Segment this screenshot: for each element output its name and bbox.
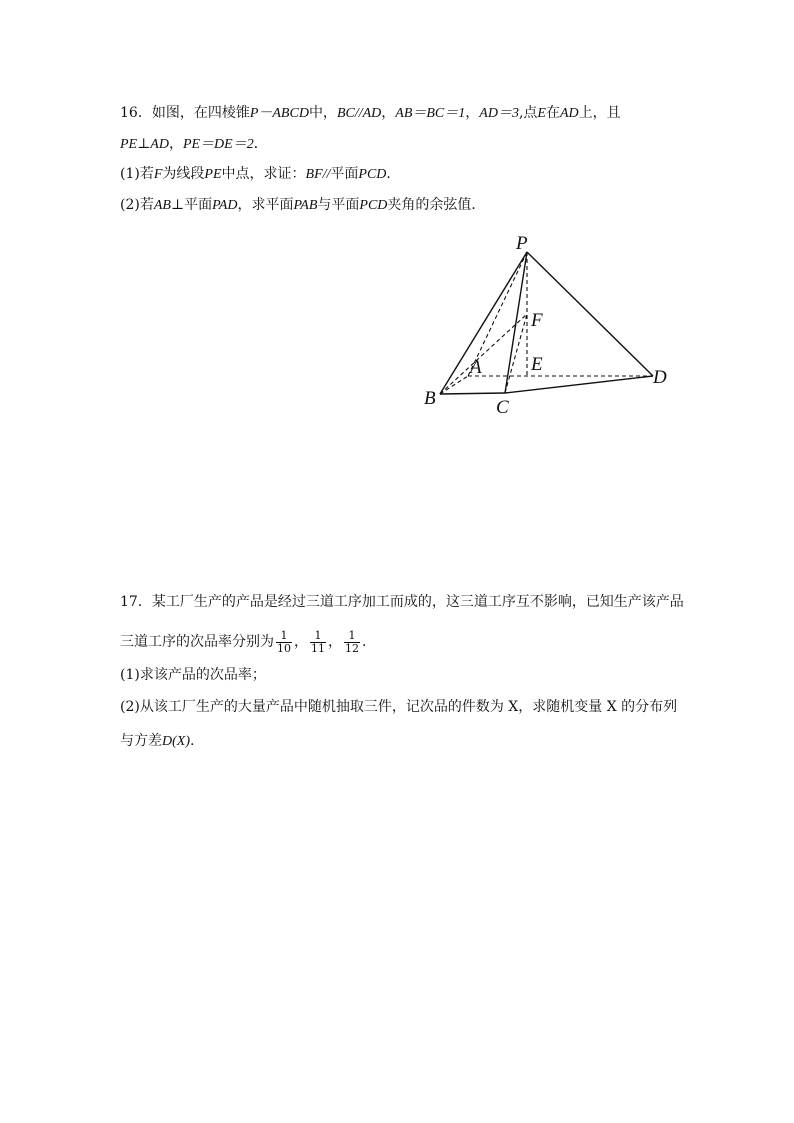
edge-PD <box>527 252 653 376</box>
numerator: 1 <box>348 628 356 642</box>
math: PE＝DE＝2 <box>182 137 254 152</box>
edge-CD <box>505 376 653 393</box>
text: 夹角的余弦值． <box>387 197 486 213</box>
text: 三道工序的次品率分别为 <box>120 634 274 650</box>
math: PAB <box>293 198 318 213</box>
label-B: B <box>424 388 436 409</box>
math: F <box>153 167 163 182</box>
text: 16．如图，在四棱锥 <box>120 105 250 121</box>
text: . <box>362 634 367 650</box>
math: AD＝3 <box>479 106 519 121</box>
q16-line-2 <box>120 134 268 155</box>
edge-PB <box>440 252 527 394</box>
math: BF// <box>305 167 331 182</box>
label-D: D <box>653 367 667 388</box>
text: ． <box>386 166 401 182</box>
text: ， <box>381 105 396 121</box>
text: (2)从该工厂生产的大量产品中随机抽取三件，记次品的件数为 X，求随机变量 X 的分布列 <box>120 699 678 715</box>
math: PAD <box>212 198 238 213</box>
math: PE <box>204 167 222 182</box>
math: AD <box>559 106 579 121</box>
edge-BC <box>440 393 505 394</box>
text: ， <box>465 105 480 121</box>
numerator: 1 <box>280 628 288 642</box>
math: PCD <box>358 167 387 182</box>
text: ， <box>328 634 342 650</box>
text: ， <box>168 136 183 152</box>
text: ，求平面 <box>237 197 294 213</box>
text: 为线段 <box>162 166 205 182</box>
label-E: E <box>531 354 543 375</box>
math: PE⊥AD <box>120 137 169 152</box>
text: ⊥平面 <box>170 197 213 213</box>
text: 中点，求证： <box>221 166 306 182</box>
text: 与方差 <box>120 733 162 749</box>
edge-AB <box>440 376 468 394</box>
math: P－ABCD <box>249 106 309 121</box>
text: 上，且 <box>578 105 621 121</box>
q17-line-2 <box>120 626 366 658</box>
q17-part-1 <box>120 665 266 685</box>
text: (1)若 <box>120 166 154 182</box>
numerator: 1 <box>314 628 322 642</box>
fraction <box>344 630 360 655</box>
text: (2)若 <box>120 197 154 213</box>
math: AB <box>153 198 171 213</box>
text: ． <box>253 136 268 152</box>
q17-part-2 <box>120 697 677 717</box>
math: E <box>537 106 546 121</box>
denominator: 10 <box>277 641 291 655</box>
text: 在 <box>545 105 560 121</box>
segment-BF <box>440 314 527 394</box>
text: 平面 <box>330 166 359 182</box>
text: 17．某工厂生产的产品是经过三道工序加工而成的，这三道工序互不影响，已知生产该产品 <box>120 594 684 610</box>
q16-line-1 <box>120 103 621 124</box>
label-A: A <box>470 357 482 378</box>
text: ， <box>294 634 308 650</box>
denominator: 12 <box>345 641 359 655</box>
q17-line-1 <box>120 592 684 612</box>
text: ,点 <box>518 105 538 121</box>
text: 与平面 <box>317 197 360 213</box>
label-F: F <box>531 310 543 331</box>
fraction <box>310 630 326 655</box>
text: 中， <box>308 105 337 121</box>
fraction <box>276 630 292 655</box>
q16-part-2 <box>120 195 485 216</box>
math: PCD <box>359 198 388 213</box>
math: D(X) <box>162 734 190 749</box>
pyramid-figure <box>410 225 700 425</box>
q17-line-5 <box>120 731 194 752</box>
text: (1)求该产品的次品率； <box>120 667 266 683</box>
text: . <box>190 733 195 749</box>
math: AB＝BC＝1 <box>395 106 466 121</box>
denominator: 11 <box>311 641 325 655</box>
label-P: P <box>516 233 528 254</box>
q16-part-1 <box>120 164 400 185</box>
math: BC//AD <box>336 106 382 121</box>
label-C: C <box>496 397 509 418</box>
edge-PC <box>505 252 527 393</box>
